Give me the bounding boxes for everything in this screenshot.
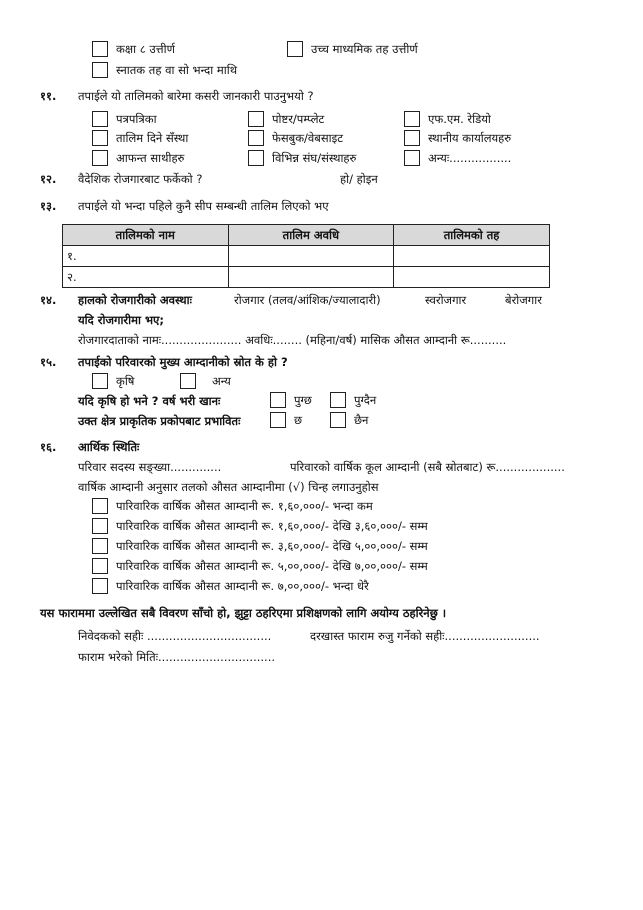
table-cell[interactable]: २. (63, 267, 229, 288)
option-label: पारिवारिक वार्षिक औसत आम्दानी रू. १,६०,०००/- देखि ३,६०,०००/- सम्म (116, 518, 428, 533)
option-label: कक्षा ८ उत्तीर्ण (116, 41, 175, 56)
q11-option[interactable] (92, 111, 157, 127)
option-label: पुग्छ (294, 392, 312, 407)
declaration-text: यस फाराममा उल्लेखित सबै विवरण साँचो हो, झुट्टा ठहरिएमा प्रशिक्षणको लागि अयोग्य ठहरिनेछु । (40, 606, 447, 620)
header-training-name: तालिमको नाम (63, 225, 229, 246)
q12-answer[interactable]: हो/ होइन (340, 172, 378, 186)
income-option[interactable] (92, 578, 369, 594)
header-training-level: तालिमको तह (394, 225, 550, 246)
checkbox[interactable] (287, 41, 303, 57)
option-label: विभिन्न संघ/संस्थाहरु (272, 150, 357, 165)
checkbox[interactable] (92, 518, 108, 534)
checkbox[interactable] (92, 498, 108, 514)
option-label: पारिवारिक वार्षिक औसत आम्दानी रू. ७,००,०००/- भन्दा धेरै (116, 578, 369, 593)
checkbox[interactable] (92, 578, 108, 594)
q14-label: हालको रोजगारीको अवस्थाः (78, 293, 192, 307)
q14-option-employed[interactable]: रोजगार (तलव/आंशिक/ज्यालादारी) (234, 293, 381, 307)
q15-disaster-question: उक्त क्षेत्र प्राकृतिक प्रकोपबाट प्रभावितः (78, 414, 241, 428)
income-option[interactable] (92, 558, 428, 574)
option-label: छ (294, 412, 303, 427)
table-cell[interactable]: १. (63, 246, 229, 267)
checkbox[interactable] (270, 412, 286, 428)
q11-option[interactable] (92, 130, 188, 146)
q13-text: तपाईले यो भन्दा पहिले कुनै सीप सम्बन्धी तालिम लिएको भए (78, 199, 329, 213)
q11-option[interactable] (92, 150, 184, 166)
q14-subheading: यदि रोजगारीमा भए; (78, 313, 165, 327)
checkbox[interactable] (92, 130, 108, 146)
option-label: अन्यः................. (428, 150, 512, 165)
option-label: फेसबुक/वेबसाइट (272, 130, 344, 145)
table-cell[interactable] (394, 246, 550, 267)
checkbox[interactable] (92, 41, 108, 57)
q15-text: तपाईको परिवारको मुख्य आम्दानीको स्रोत के हो ? (78, 355, 288, 369)
income-option[interactable] (92, 498, 373, 514)
q12-text: वैदेशिक रोजगारबाट फर्केको ? (78, 172, 203, 186)
q16-number: १६. (40, 440, 57, 454)
checkbox[interactable] (92, 111, 108, 127)
q14-number: १४. (40, 293, 57, 307)
q12-number: १२. (40, 172, 57, 186)
option-label: पारिवारिक वार्षिक औसत आम्दानी रू. ३,६०,०००/- देखि ५,००,०००/- सम्म (116, 538, 428, 553)
option-label: पत्रपत्रिका (116, 111, 157, 126)
q15-option-agriculture[interactable] (92, 373, 134, 389)
option-label: उच्च माध्यमिक तह उत्तीर्ण (311, 41, 418, 56)
option-label: पोष्टर/पम्प्लेट (272, 111, 325, 126)
q15-agri-sufficient[interactable] (270, 392, 312, 408)
income-option[interactable] (92, 538, 428, 554)
q16-instruction: वार्षिक आम्दानी अनुसार तलको औसत आम्दानीमा (√) चिन्ह लगाउनुहोस (78, 480, 379, 494)
table-cell[interactable] (228, 267, 394, 288)
table-cell[interactable] (228, 246, 394, 267)
checkbox[interactable] (248, 111, 264, 127)
option-label: एफ.एम. रेडियो (428, 111, 491, 126)
q16-family-members-line[interactable]: परिवार सदस्य सङ्ख्या.............. (78, 460, 222, 474)
q15-option-other[interactable] (180, 373, 231, 389)
q16-annual-income-line[interactable]: परिवारको वार्षिक कूल आम्दानी (सबै स्रोतबाट) रू................... (290, 460, 565, 474)
checkbox[interactable] (248, 130, 264, 146)
option-label: पारिवारिक वार्षिक औसत आम्दानी रू. १,६०,०००/- भन्दा कम (116, 498, 373, 513)
checkbox[interactable] (404, 111, 420, 127)
q15-agri-question: यदि कृषि हो भने ? वर्ष भरी खानः (78, 394, 221, 408)
q11-option[interactable] (248, 150, 356, 166)
option-label: पुग्दैन (354, 392, 377, 407)
header-training-duration: तालिम अवधि (228, 225, 394, 246)
income-option[interactable] (92, 518, 428, 534)
q14-employer-line[interactable]: रोजगारदाताको नामः...................... अवधिः........ (महिना/वर्ष) मासिक औसत आम्दानी रू.......... (78, 333, 507, 347)
applicant-signature-line[interactable]: निवेदकको सहीः .................................. (78, 629, 272, 643)
checkbox[interactable] (330, 392, 346, 408)
table-row (63, 246, 550, 267)
q13-number: १३. (40, 199, 57, 213)
option-label: अन्य (212, 373, 231, 388)
checkbox[interactable] (92, 373, 108, 389)
q15-disaster-yes[interactable] (270, 412, 302, 428)
option-higher-secondary[interactable] (287, 41, 418, 57)
checkbox[interactable] (92, 62, 108, 78)
q11-option[interactable] (404, 130, 511, 146)
option-label: पारिवारिक वार्षिक औसत आम्दानी रू. ५,००,०००/- देखि ७,००,०००/- सम्म (116, 558, 428, 573)
q11-number: ११. (40, 89, 57, 103)
q15-disaster-no[interactable] (330, 412, 368, 428)
verifier-signature-line[interactable]: दरखास्त फाराम रुजु गर्नेको सहीः.......................... (310, 629, 540, 643)
checkbox[interactable] (92, 538, 108, 554)
q14-option-unemployed[interactable]: बेरोजगार (505, 293, 542, 307)
checkbox[interactable] (248, 150, 264, 166)
q15-number: १५. (40, 355, 57, 369)
checkbox[interactable] (180, 373, 196, 389)
q11-option[interactable] (404, 150, 511, 166)
table-cell[interactable] (394, 267, 550, 288)
checkbox[interactable] (270, 392, 286, 408)
q11-text: तपाईले यो तालिमको बारेमा कसरी जानकारी पाउनुभयो ? (78, 89, 314, 103)
q14-option-self-employed[interactable]: स्वरोजगार (425, 293, 467, 307)
table-row (63, 267, 550, 288)
previous-training-table (62, 224, 550, 288)
option-bachelor[interactable] (92, 62, 237, 78)
checkbox[interactable] (92, 558, 108, 574)
checkbox[interactable] (330, 412, 346, 428)
option-label: तालिम दिने सँस्था (116, 130, 189, 145)
option-label: कृषि (116, 373, 135, 388)
option-label: स्नातक तह वा सो भन्दा माथि (116, 62, 238, 77)
option-label: आफन्त साथीहरु (116, 150, 185, 165)
option-label: छैन (354, 412, 369, 427)
checkbox[interactable] (92, 150, 108, 166)
q16-label: आर्थिक स्थितिः (78, 440, 140, 454)
q11-option[interactable] (404, 111, 491, 127)
q11-option[interactable] (248, 111, 324, 127)
option-label: स्थानीय कार्यालयहरु (428, 130, 512, 145)
option-grade-8[interactable] (92, 41, 175, 57)
table-header-row (63, 225, 550, 246)
q11-option[interactable] (248, 130, 343, 146)
checkbox[interactable] (404, 130, 420, 146)
checkbox[interactable] (404, 150, 420, 166)
q15-agri-insufficient[interactable] (330, 392, 376, 408)
form-date-line[interactable]: फाराम भरेको मितिः................................ (78, 650, 276, 664)
